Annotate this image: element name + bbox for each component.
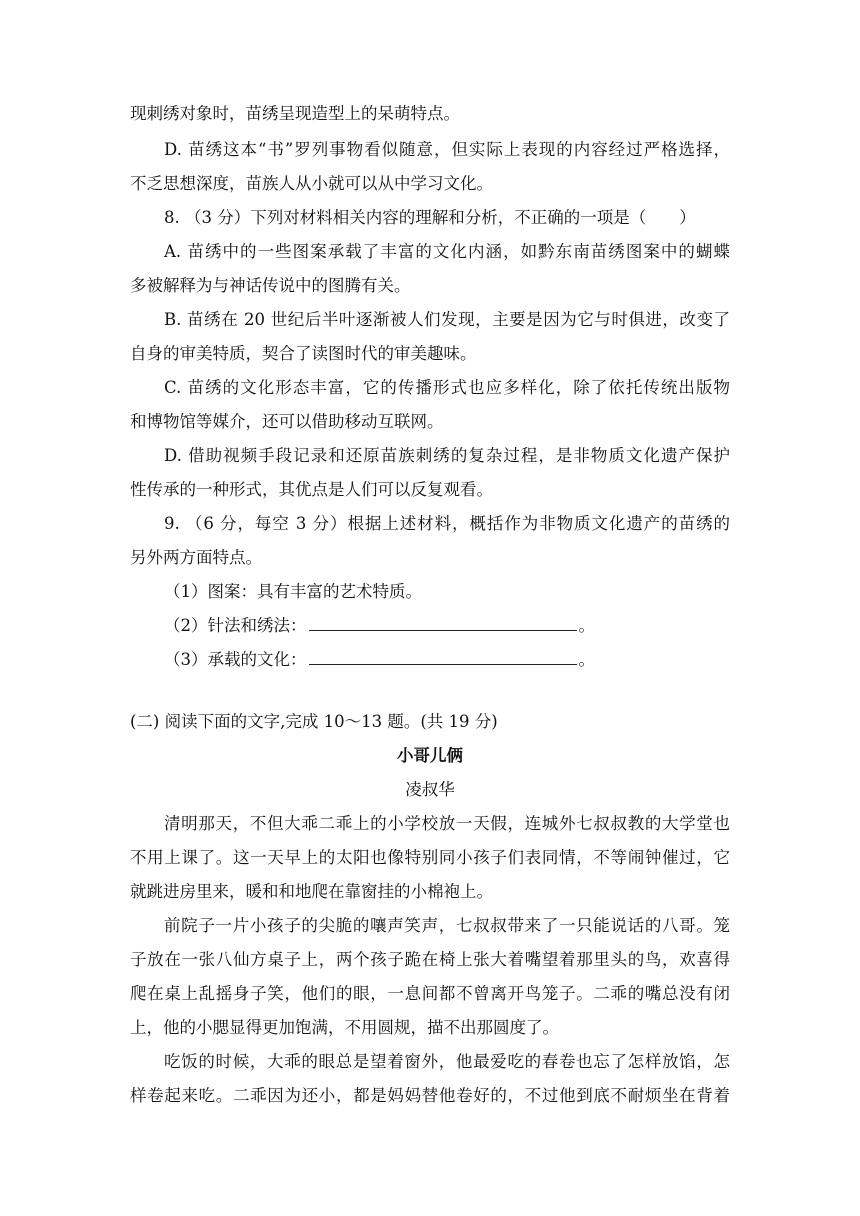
q7-option-d-line1: D. 苗绣这本“书”罗列事物看似随意，但实际上表现的内容经过严格选择， — [164, 140, 730, 159]
q9-item-3-period: 。 — [578, 650, 595, 669]
q8-option-d-line2: 性传承的一种形式，其优点是人们可以反复观看。 — [130, 480, 493, 499]
passage-title: 小哥儿俩 — [397, 746, 463, 765]
q9-item-3-label: （3）承载的文化： — [164, 650, 307, 669]
passage-author: 凌叔华 — [405, 780, 455, 799]
q7-option-d-line2: 不乏思想深度，苗族人从小就可以从中学习文化。 — [130, 174, 493, 193]
q9-item-2-period: 。 — [578, 616, 595, 635]
q7-option-c-tail: 现刺绣对象时，苗绣呈现造型上的呆萌特点。 — [130, 104, 460, 123]
passage-p1-line2: 不用上课了。这一天早上的太阳也像特别同小孩子们表同情，不等闹钟催过，它 — [130, 848, 730, 867]
passage-p2-line1: 前院子一片小孩子的尖脆的嚷声笑声，七叔叔带来了一只能说话的八哥。笼 — [164, 916, 730, 935]
q8-option-c-line1: C. 苗绣的文化形态丰富，它的传播形式也应多样化，除了依托传统出版物 — [164, 378, 730, 397]
q8-stem: 8. （3 分）下列对材料相关内容的理解和分析，不正确的一项是（ ） — [164, 208, 696, 227]
passage-p1-line1: 清明那天，不但大乖二乖上的小学校放一天假，连城外七叔叔教的大学堂也 — [164, 814, 730, 833]
q9-item-2 — [164, 616, 730, 636]
q9-item-3-answer-blank[interactable] — [309, 650, 577, 665]
q8-option-a-line1: A. 苗绣中的一些图案承载了丰富的文化内涵，如黔东南苗绣图案中的蝴蝶 — [164, 242, 730, 261]
q9-item-2-answer-blank[interactable] — [309, 616, 577, 631]
q8-option-c-line2: 和博物馆等媒介，还可以借助移动互联网。 — [130, 412, 444, 431]
passage-p1-line3: 就跳进房里来，暖和和地爬在靠窗挂的小棉袍上。 — [130, 882, 493, 901]
q9-item-2-label: （2）针法和绣法： — [164, 616, 307, 635]
passage-p3-line2: 样卷起来吃。二乖因为还小，都是妈妈替他卷好的，不过他到底不耐烦坐在背着 — [130, 1086, 730, 1105]
q8-option-d-line1: D. 借助视频手段记录和还原苗族刺绣的复杂过程，是非物质文化遗产保护 — [164, 446, 730, 465]
passage-p2-line4: 上，他的小腮显得更加饱满，不用圆规，描不出那圆度了。 — [130, 1018, 559, 1037]
q9-item-1: （1）图案：具有丰富的艺术特质。 — [164, 582, 422, 601]
passage-p3-line1: 吃饭的时候，大乖的眼总是望着窗外，他最爱吃的春卷也忘了怎样放馅，怎 — [164, 1052, 730, 1071]
q9-item-3 — [164, 650, 730, 670]
passage-p2-line2: 子放在一张八仙方桌子上，两个孩子跪在椅上张大着嘴望着那里头的鸟，欢喜得 — [130, 950, 730, 969]
q8-option-b-line2: 自身的审美特质，契合了读图时代的审美趣味。 — [130, 344, 477, 363]
passage-p2-line3: 爬在桌上乱摇身子笑，他们的眼，一息间都不曾离开鸟笼子。二乖的嘴总没有闭 — [130, 984, 730, 1003]
q8-option-b-line1: B. 苗绣在 20 世纪后半叶逐渐被人们发现，主要是因为它与时俱进，改变了 — [164, 310, 730, 329]
q8-option-a-line2: 多被解释为与神话传说中的图腾有关。 — [130, 276, 411, 295]
section2-heading: (二) 阅读下面的文字,完成 10～13 题。(共 19 分) — [130, 712, 498, 731]
q9-stem-line2: 另外两方面特点。 — [130, 548, 262, 567]
q9-stem-line1: 9. （6 分，每空 3 分）根据上述材料，概括作为非物质文化遗产的苗绣的 — [164, 514, 730, 533]
